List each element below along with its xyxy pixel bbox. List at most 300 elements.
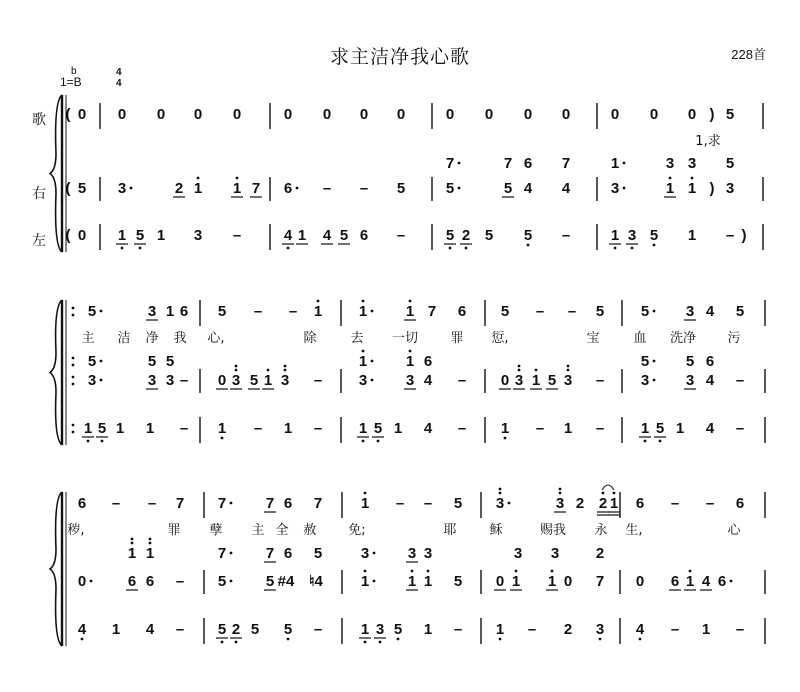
note: 3 <box>563 372 573 389</box>
augmentation-dot <box>373 552 376 555</box>
octave-high-dot <box>559 488 562 491</box>
note: ♮4 <box>309 573 323 590</box>
octave-high-dot <box>364 570 367 573</box>
octave-high-dot <box>149 542 152 545</box>
system-brace <box>50 492 62 646</box>
note: 7 <box>175 495 185 512</box>
note: ( <box>65 227 71 244</box>
octave-high-dot <box>267 369 270 372</box>
note: 5 <box>725 155 735 172</box>
note: 6 <box>179 303 189 320</box>
note: 6 <box>523 155 533 172</box>
note: 0 <box>635 573 645 590</box>
note: 7 <box>265 545 275 562</box>
octave-high-dot <box>567 369 570 372</box>
note: 3 <box>514 372 524 389</box>
augmentation-dot <box>371 360 374 363</box>
note: 3 <box>627 227 637 244</box>
note: 4 <box>322 227 332 244</box>
octave-high-dot <box>362 350 365 353</box>
note: 5 <box>135 227 145 244</box>
note: 3 <box>407 545 417 562</box>
note: ( <box>65 180 71 197</box>
augmentation-dot <box>508 502 511 505</box>
octave-high-dot <box>284 369 287 372</box>
note: – <box>670 621 680 638</box>
note: – <box>147 495 157 512</box>
octave-low-dot <box>644 440 647 443</box>
octave-high-dot <box>602 492 605 495</box>
note: 1 <box>547 573 557 590</box>
note: – <box>567 303 577 320</box>
note: 3 <box>193 227 203 244</box>
octave-low-dot <box>631 247 634 250</box>
note: 1 <box>358 303 368 320</box>
note: – <box>735 621 745 638</box>
note: 2 <box>598 495 608 512</box>
note: 3 <box>685 372 695 389</box>
lyric-syllable: 罪 <box>167 523 181 538</box>
note: – <box>253 303 263 320</box>
note: 5 <box>649 227 659 244</box>
octave-low-dot <box>377 440 380 443</box>
augmentation-dot <box>653 360 656 363</box>
note: 3 <box>725 180 735 197</box>
lyric-syllable: 心, <box>207 331 225 346</box>
note: 1 <box>685 573 695 590</box>
lyric-syllable: 血 <box>633 331 647 346</box>
note: 0 <box>232 106 242 123</box>
note: 7 <box>313 495 323 512</box>
note: – <box>457 420 467 437</box>
note: 3 <box>375 621 385 638</box>
octave-low-dot <box>465 247 468 250</box>
lyric-syllable: 稣 <box>489 523 503 538</box>
note: 5 <box>373 420 383 437</box>
note: 3 <box>665 155 675 172</box>
note: 6 <box>635 495 645 512</box>
note: – <box>670 495 680 512</box>
repeat-dot <box>72 424 75 427</box>
note: 1 <box>313 303 323 320</box>
octave-low-dot <box>499 638 502 641</box>
octave-high-dot <box>236 177 239 180</box>
octave-high-dot <box>535 369 538 372</box>
note: 6 <box>283 495 293 512</box>
augmentation-dot <box>130 187 133 190</box>
note: 1 <box>495 621 505 638</box>
augmentation-dot <box>371 310 374 313</box>
repeat-dot <box>72 314 75 317</box>
note: 0 <box>193 106 203 123</box>
note: 0 <box>561 106 571 123</box>
note: 4 <box>705 420 715 437</box>
note: 7 <box>217 495 227 512</box>
note: 1 <box>610 227 620 244</box>
augmentation-dot <box>100 360 103 363</box>
octave-high-dot <box>317 300 320 303</box>
lyric-syllable: 除 <box>303 331 317 346</box>
note: 1 <box>115 420 125 437</box>
note: 6 <box>127 573 137 590</box>
note: 1 <box>511 573 521 590</box>
note: 3 <box>595 621 605 638</box>
lyric-syllable: 污 <box>727 331 741 346</box>
note: – <box>313 420 323 437</box>
note: 5 <box>249 372 259 389</box>
octave-low-dot <box>527 244 530 247</box>
fermata-arc <box>602 485 614 490</box>
note: 5 <box>595 303 605 320</box>
note: 1 <box>675 420 685 437</box>
octave-low-dot <box>639 638 642 641</box>
repeat-dot <box>72 307 75 310</box>
augmentation-dot <box>623 187 626 190</box>
note: 5 <box>87 303 97 320</box>
note: – <box>179 372 189 389</box>
system-brace <box>50 300 62 445</box>
octave-high-dot <box>362 300 365 303</box>
note: 3 <box>423 545 433 562</box>
note: 6 <box>670 573 680 590</box>
hymn-number: 228首 <box>731 47 766 62</box>
octave-high-dot <box>235 369 238 372</box>
octave-low-dot <box>139 247 142 250</box>
note: – <box>705 495 715 512</box>
lyric-syllable: 主 <box>81 331 95 346</box>
note: 1 <box>217 420 227 437</box>
repeat-dot <box>72 376 75 379</box>
note: 4 <box>705 303 715 320</box>
note: – <box>595 372 605 389</box>
note: 1 <box>393 420 403 437</box>
octave-high-dot <box>499 492 502 495</box>
octave-low-dot <box>87 440 90 443</box>
repeat-dot <box>72 357 75 360</box>
note: 7 <box>561 155 571 172</box>
note: 1 <box>687 180 697 197</box>
augmentation-dot <box>653 310 656 313</box>
note: 0 <box>649 106 659 123</box>
augmentation-dot <box>371 379 374 382</box>
lyric-syllable: 1,求 <box>695 134 721 149</box>
octave-high-dot <box>669 177 672 180</box>
note: 0 <box>484 106 494 123</box>
note: 1 <box>358 353 368 370</box>
note: – <box>313 621 323 638</box>
note: 5 <box>250 621 260 638</box>
note: 1 <box>232 180 242 197</box>
octave-high-dot <box>284 365 287 368</box>
note: ) <box>709 180 715 197</box>
octave-high-dot <box>131 538 134 541</box>
octave-low-dot <box>221 641 224 644</box>
note: 7 <box>265 495 275 512</box>
part-label-left: 左 <box>32 233 46 249</box>
note: 5 <box>725 106 735 123</box>
note: 5 <box>87 353 97 370</box>
lyric-syllable: 宝 <box>586 331 600 346</box>
lyric-syllable: 赐我 <box>539 523 567 538</box>
note: 5 <box>523 227 533 244</box>
key-tonic: 1=B <box>60 75 82 89</box>
note: 3 <box>687 155 697 172</box>
note: 1 <box>127 545 137 562</box>
note: – <box>288 303 298 320</box>
note: 0 <box>77 106 87 123</box>
note: 6 <box>359 227 369 244</box>
note: 7 <box>445 155 455 172</box>
octave-high-dot <box>499 488 502 491</box>
note: 5 <box>396 180 406 197</box>
note: 7 <box>427 303 437 320</box>
augmentation-dot <box>458 162 461 165</box>
octave-low-dot <box>235 641 238 644</box>
note: 1 <box>563 420 573 437</box>
note: 3 <box>231 372 241 389</box>
lyric-syllable: 去 <box>350 331 364 346</box>
repeat-dot <box>72 364 75 367</box>
note: 1 <box>156 227 166 244</box>
augmentation-dot <box>90 580 93 583</box>
note: 0 <box>77 227 87 244</box>
note: 1 <box>360 495 370 512</box>
note: 1 <box>165 303 175 320</box>
lyric-syllable: 全 <box>275 523 289 538</box>
note: 5 <box>655 420 665 437</box>
lyric-syllable: 免; <box>348 523 366 538</box>
note: ) <box>741 227 747 244</box>
note: 5 <box>77 180 87 197</box>
note: 1 <box>610 155 620 172</box>
note: 6 <box>77 495 87 512</box>
note: 3 <box>640 372 650 389</box>
augmentation-dot <box>100 379 103 382</box>
octave-high-dot <box>235 365 238 368</box>
lyric-syllable: 生, <box>625 523 643 538</box>
note: 3 <box>405 372 415 389</box>
lyric-syllable: 我 <box>173 331 187 346</box>
lyric-syllable: 孽 <box>209 523 223 538</box>
octave-high-dot <box>551 570 554 573</box>
note: 3 <box>360 545 370 562</box>
note: 1 <box>358 420 368 437</box>
note: 5 <box>147 353 157 370</box>
note: 4 <box>635 621 645 638</box>
note: 0 <box>687 106 697 123</box>
augmentation-dot <box>230 502 233 505</box>
note: 0 <box>563 573 573 590</box>
note: – <box>725 227 735 244</box>
note: 1 <box>531 372 541 389</box>
note: 1 <box>423 621 433 638</box>
note: 1 <box>360 621 370 638</box>
octave-high-dot <box>518 365 521 368</box>
note: 1 <box>640 420 650 437</box>
octave-high-dot <box>411 570 414 573</box>
note: – <box>359 180 369 197</box>
lyric-syllable: 一切 <box>391 331 419 346</box>
note: – <box>561 227 571 244</box>
octave-low-dot <box>287 247 290 250</box>
note: 5 <box>217 303 227 320</box>
repeat-dot <box>72 431 75 434</box>
note: 6 <box>145 573 155 590</box>
octave-low-dot <box>221 437 224 440</box>
note: 5 <box>500 303 510 320</box>
note: – <box>535 303 545 320</box>
octave-high-dot <box>409 350 412 353</box>
note: 3 <box>280 372 290 389</box>
note: – <box>322 180 332 197</box>
note: 4 <box>423 420 433 437</box>
octave-high-dot <box>518 369 521 372</box>
note: 1 <box>111 621 121 638</box>
octave-low-dot <box>614 247 617 250</box>
augmentation-dot <box>653 379 656 382</box>
augmentation-dot <box>296 187 299 190</box>
note: 2 <box>563 621 573 638</box>
octave-high-dot <box>515 570 518 573</box>
note: – <box>175 621 185 638</box>
note: 1 <box>405 353 415 370</box>
note: 3 <box>550 545 560 562</box>
octave-low-dot <box>362 440 365 443</box>
note: 1 <box>701 621 711 638</box>
augmentation-dot <box>230 552 233 555</box>
octave-low-dot <box>599 638 602 641</box>
octave-low-dot <box>364 641 367 644</box>
note: – <box>423 495 433 512</box>
lyric-syllable: 洗净 <box>669 331 697 346</box>
augmentation-dot <box>230 580 233 583</box>
note: 0 <box>396 106 406 123</box>
note: 6 <box>457 303 467 320</box>
note: 2 <box>231 621 241 638</box>
octave-high-dot <box>691 177 694 180</box>
note: – <box>253 420 263 437</box>
note: 1 <box>193 180 203 197</box>
octave-high-dot <box>149 538 152 541</box>
note: 1 <box>500 420 510 437</box>
note: ) <box>709 106 715 123</box>
lyric-syllable: 永 <box>594 523 608 538</box>
note: 5 <box>97 420 107 437</box>
lyric-syllable: 耶 <box>443 523 457 538</box>
note: #4 <box>277 573 295 590</box>
note: – <box>313 372 323 389</box>
note: 5 <box>217 573 227 590</box>
augmentation-dot <box>730 580 733 583</box>
note: 5 <box>165 353 175 370</box>
note: 1 <box>83 420 93 437</box>
note: 7 <box>503 155 513 172</box>
note: 4 <box>523 180 533 197</box>
octave-high-dot <box>559 492 562 495</box>
octave-high-dot <box>689 570 692 573</box>
note: 5 <box>484 227 494 244</box>
note: 0 <box>445 106 455 123</box>
note: 4 <box>701 573 711 590</box>
note: 5 <box>640 303 650 320</box>
note: 2 <box>174 180 184 197</box>
octave-low-dot <box>504 437 507 440</box>
lyric-syllable: 秽, <box>67 523 85 538</box>
lyric-syllable: 赦 <box>303 523 317 538</box>
note: 1 <box>145 420 155 437</box>
octave-high-dot <box>197 177 200 180</box>
octave-high-dot <box>427 570 430 573</box>
note: 1 <box>297 227 307 244</box>
note: 0 <box>117 106 127 123</box>
note: 6 <box>283 545 293 562</box>
octave-low-dot <box>449 247 452 250</box>
system-brace <box>50 95 62 252</box>
lyric-syllable: 罪 <box>450 331 464 346</box>
note: 5 <box>313 545 323 562</box>
note: 5 <box>685 353 695 370</box>
octave-low-dot <box>653 244 656 247</box>
note: 2 <box>461 227 471 244</box>
note: 5 <box>453 495 463 512</box>
note: 5 <box>445 180 455 197</box>
note: 5 <box>217 621 227 638</box>
note: 6 <box>423 353 433 370</box>
note: – <box>735 420 745 437</box>
note: 3 <box>555 495 565 512</box>
octave-low-dot <box>121 247 124 250</box>
augmentation-dot <box>623 162 626 165</box>
meter-bottom: 4 <box>116 78 122 89</box>
note: 1 <box>609 495 619 512</box>
octave-low-dot <box>397 638 400 641</box>
note: 0 <box>283 106 293 123</box>
note: 1 <box>407 573 417 590</box>
note: 5 <box>393 621 403 638</box>
note: – <box>175 573 185 590</box>
note: – <box>111 495 121 512</box>
note: 0 <box>217 372 227 389</box>
octave-high-dot <box>409 300 412 303</box>
note: 4 <box>145 621 155 638</box>
octave-low-dot <box>101 440 104 443</box>
note: 5 <box>453 573 463 590</box>
lyric-syllable: 心 <box>727 523 741 538</box>
note: 4 <box>705 372 715 389</box>
octave-high-dot <box>613 492 616 495</box>
note: 2 <box>575 495 585 512</box>
note: 4 <box>283 227 293 244</box>
meter-top: 4 <box>116 67 122 78</box>
note: 5 <box>265 573 275 590</box>
note: 1 <box>263 372 273 389</box>
note: 0 <box>523 106 533 123</box>
note: 3 <box>165 372 175 389</box>
note: 0 <box>359 106 369 123</box>
note: 3 <box>685 303 695 320</box>
octave-low-dot <box>81 638 84 641</box>
note: 6 <box>705 353 715 370</box>
note: 4 <box>561 180 571 197</box>
repeat-dot <box>72 383 75 386</box>
augmentation-dot <box>100 310 103 313</box>
note: 0 <box>322 106 332 123</box>
note: 1 <box>665 180 675 197</box>
note: – <box>179 420 189 437</box>
note: – <box>457 372 467 389</box>
note: 3 <box>147 372 157 389</box>
key-flat: b <box>71 66 77 77</box>
